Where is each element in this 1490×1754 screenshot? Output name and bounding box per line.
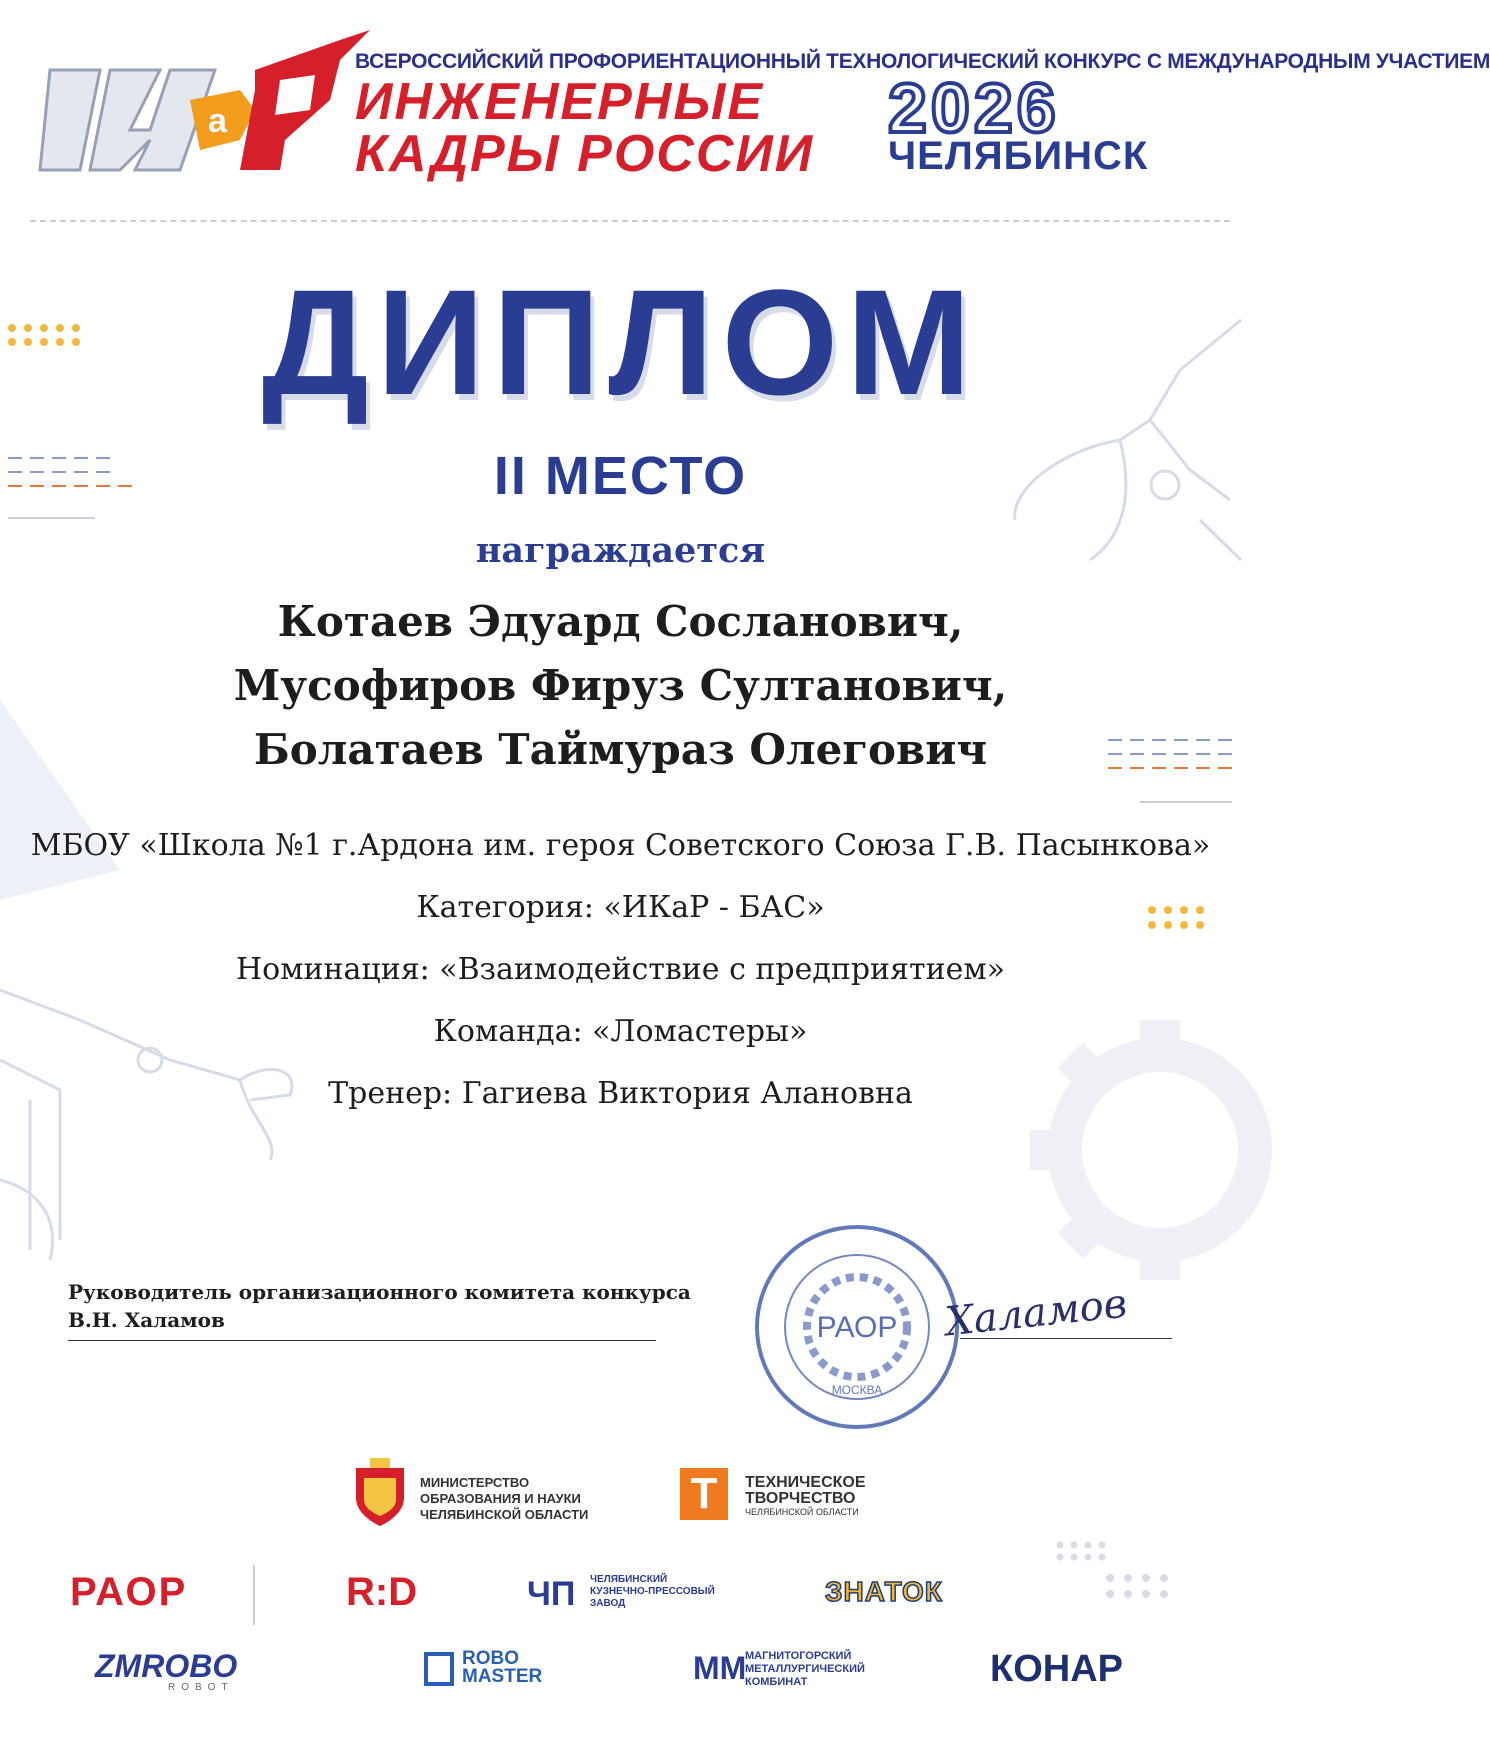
stamp-city-text: МОСКВА <box>831 1383 883 1397</box>
chkpz-line: ЗАВОД <box>590 1598 626 1609</box>
diploma-title: ДИПЛОМ <box>261 258 980 426</box>
signature-line-right <box>960 1338 1172 1339</box>
mmk-line: МАГНИТОГОРСКИЙ <box>745 1650 852 1662</box>
school-name: МБОУ «Школа №1 г.Ардона им. героя Советского Союза Г.В. Пасынкова» <box>30 828 1211 863</box>
handwritten-signature: Халамов <box>943 1280 1130 1346</box>
chelyabinsk-coat-of-arms-icon <box>352 1458 408 1532</box>
diploma-details <box>0 815 1241 1125</box>
stamp-center-text: РАОР <box>816 1311 898 1344</box>
place-label: II МЕСТО <box>493 446 748 506</box>
contest-title-line2: КАДРЫ РОССИИ <box>355 125 815 183</box>
tech-line: ТЕХНИЧЕСКОЕ <box>745 1474 866 1491</box>
header-divider <box>30 220 1230 222</box>
partner-rid: R:D <box>346 1570 418 1614</box>
partner-robomaster <box>462 1650 542 1686</box>
partner-ministry <box>420 1475 588 1523</box>
category: Категория: «ИКаР - БАС» <box>416 890 825 925</box>
winner-name: Болатаев Таймураз Олегович <box>253 725 988 774</box>
partner-mmk-mark: ММ <box>693 1650 747 1686</box>
contest-city: ЧЕЛЯБИНСК <box>888 134 1149 178</box>
tech-line: ТВОРЧЕСТВО <box>745 1490 856 1507</box>
robomaster-frame-icon <box>424 1652 454 1686</box>
mmk-line: МЕТАЛЛУРГИЧЕСКИЙ <box>745 1663 865 1675</box>
signatory-role: Руководитель организационного комитета конкурса <box>68 1280 691 1304</box>
nomination: Номинация: «Взаимодействие с предприятием» <box>235 952 1006 987</box>
signatory <box>68 1278 691 1334</box>
chkpz-line: КУЗНЕЧНО-ПРЕССОВЫЙ <box>590 1586 715 1597</box>
partner-mmk <box>745 1650 865 1689</box>
partner-tech-creativity <box>745 1475 866 1507</box>
ministry-line: ОБРАЗОВАНИЯ И НАУКИ <box>420 1491 581 1506</box>
partner-znatok: ЗНАТОК <box>825 1576 943 1607</box>
tech-creativity-sub: ЧЕЛЯБИНСКОЙ ОБЛАСТИ <box>745 1507 859 1517</box>
partner-zmrobo-sub: ROBOT <box>168 1682 234 1693</box>
ministry-line: ЧЕЛЯБИНСКОЙ ОБЛАСТИ <box>420 1507 589 1522</box>
partner-raor: РАОР <box>70 1570 188 1614</box>
winner-name: Котаев Эдуард Сосланович, <box>277 597 964 646</box>
winner-name: Мусофиров Фируз Султанович, <box>233 661 1008 710</box>
tech-creativity-logo-icon: Т <box>680 1468 728 1520</box>
partner-chkpz-mark: ЧП <box>527 1575 576 1613</box>
coach-name: Тренер: Гагиева Виктория Алановна <box>328 1076 913 1111</box>
winner-names <box>0 590 1241 782</box>
partner-konar: КОНАР <box>990 1648 1123 1690</box>
signatory-name: В.Н. Халамов <box>68 1308 225 1332</box>
mmk-line: КОМБИНАТ <box>745 1676 808 1688</box>
robomaster-line: ROBO <box>462 1648 519 1669</box>
ministry-line: МИНИСТЕРСТВО <box>420 1475 530 1490</box>
ikar-logo <box>40 30 370 180</box>
robomaster-line: MASTER <box>462 1666 543 1687</box>
partner-separator <box>253 1565 255 1625</box>
awarded-label: награждается <box>475 530 766 571</box>
team-name: Команда: «Ломастеры» <box>433 1014 808 1049</box>
partner-zmrobo: ZMROBO <box>95 1648 238 1684</box>
contest-year: 2026 <box>888 69 1060 147</box>
contest-title-line1: ИНЖЕНЕРНЫЕ <box>355 73 765 131</box>
partner-chkpz <box>590 1574 715 1610</box>
official-stamp <box>752 1222 962 1432</box>
svg-text:a: a <box>208 102 227 140</box>
signature-line <box>68 1340 656 1341</box>
contest-subtitle: ВСЕРОССИЙСКИЙ ПРОФОРИЕНТАЦИОННЫЙ ТЕХНОЛОГИЧЕСКИЙ КОНКУРС С МЕЖДУНАРОДНЫМ УЧАСТИЕМ <box>355 50 1490 73</box>
chkpz-line: ЧЕЛЯБИНСКИЙ <box>590 1574 668 1585</box>
